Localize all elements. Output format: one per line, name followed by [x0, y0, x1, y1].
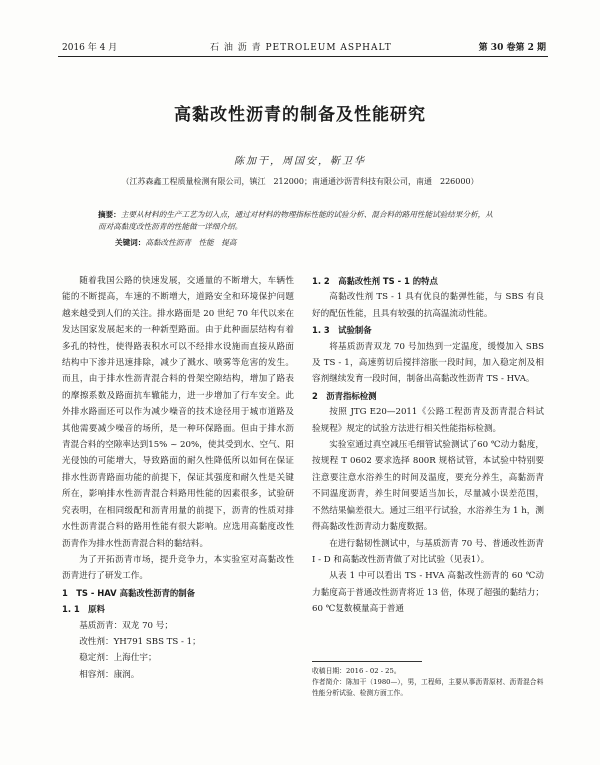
material-item: 改性剂：YH791 SBS TS - 1；: [79, 636, 201, 647]
purpose-paragraph: 为了开拓沥青市场，提升竞争力，本实验室对高黏改性沥青进行了研发工作。: [62, 554, 294, 582]
volume-issue: 第 30 卷第 2 期: [478, 43, 546, 53]
footnote-divider: [312, 661, 422, 662]
author-list: 陈加干，周国安，靳卫华: [234, 156, 366, 167]
body-paragraph: 从表 1 中可以看出 TS - HVA 高黏改性沥青的 60 ℃动力黏度高于普通改性沥青将近 13 倍，体现了超强的黏结力；60 ℃复数模量高于普通: [312, 571, 544, 615]
paper-title: 高黏改性沥青的制备及性能研究: [174, 105, 426, 125]
right-column: [312, 273, 544, 618]
body-paragraph: 将基质沥青双龙 70 号加热到一定温度，缓慢加入 SBS 及 TS - 1，高速剪切后搅拌溶胀一段时间，加入稳定剂及相容剂继续发育一段时间，制备出高黏改性沥青 TS - HVA。: [312, 341, 544, 385]
issue-date: 2016 年 4 月: [62, 43, 118, 53]
abstract-text: 主要从材料的生产工艺为切入点，通过对材料的物理指标性能的试验分析、混合料的路用性能试验结果分析，从而对高黏度改性沥青的性能做一详细介绍。: [98, 210, 493, 231]
section-heading-1: 1 TS - HAV 高黏改性沥青的制备: [62, 587, 195, 598]
affiliation: （江苏森鑫工程质量检测有限公司，镇江 212000；南通通沙沥青科技有限公司，南通 226000）: [121, 177, 479, 186]
section-heading-1-2: 1. 2 高黏改性剂 TS - 1 的特点: [312, 276, 438, 286]
material-item: 稳定剂：上海仕宇；: [79, 653, 157, 664]
journal-name: 石 油 沥 青 PETROLEUM ASPHALT: [210, 43, 392, 53]
material-item: 基质沥青：双龙 70 号；: [79, 620, 173, 631]
received-date: 收稿日期：2016 - 02 - 25。: [312, 667, 401, 675]
section-heading-1-3: 1. 3 试验制备: [312, 325, 372, 336]
body-paragraph: 实验室通过真空减压毛细管试验测试了60 ℃动力黏度，按规程 T 0602 要求选择 800R 规格试管，本试验中特别要注意要注意水浴养生的时间及温度，要充分养生，高黏沥青不同温度沥青，养生时间要适当加长，尽量减小误差范围，不然结果偏差很大。通过三组平行试验，水浴养生为 1 h，测得高黏改性沥青动力黏度数据。: [312, 440, 544, 533]
body-paragraph: 高黏改性剂 TS - 1 具有优良的黏弹性能，与 SBS 有良好的配伍性能，且具有较强的抗高温流动性能。: [312, 292, 544, 319]
footnote: [312, 666, 548, 699]
author-bio: 作者简介：陈加干（1980—），男，工程师，主要从事沥青原材、沥青混合料性能分析试验、检测方面工作。: [312, 678, 544, 697]
abstract-label: 摘要：: [98, 210, 121, 219]
header-divider: [58, 56, 548, 57]
material-item: 相容剂：康润。: [79, 669, 140, 680]
running-header: [62, 38, 546, 54]
body-paragraph: 按照 JTG E20—2011《公路工程沥青及沥青混合料试验规程》规定的试验方法进行相关性能指标检测。: [312, 407, 544, 434]
left-column: [62, 273, 294, 683]
keywords-text: 高黏改性沥青 性能 提高: [145, 238, 237, 247]
body-paragraph: 在进行黏韧性测试中，与基质沥青 70 号、普通改性沥青 I - D 和高黏改性沥青做了对比试验（见表1）。: [312, 538, 544, 565]
abstract: [98, 209, 498, 233]
section-heading-2: 2 沥青指标检测: [312, 390, 377, 401]
intro-paragraph: 随着我国公路的快速发展，交通量的不断增大，车辆性能的不断提高，车速的不断增大，道路安全和环境保护问题越来越受到人们的关注。排水路面是 20 世纪 70 年代以来在发达国家发展起来的一种新型路面。由于此种面层结构有着多孔的特性，使得路表积水可以不经排水设施而直接从路面结构中下渗并迅速排除，减少了溅水、喷雾等危害的发生。而且，由于排水性沥青混合料的骨架空隙结构，增加了路表的摩擦系数及路面抗车辙能力，进一步增加了行车安全。此外排水路面还可以作为减少噪音的技术途径用于城市道路及其他需要减少噪音的场所，是一种环保路面。但由于排水沥青混合料的空隙率达到15% ~ 20%，使其受到水、空气、阳光侵蚀的可能增大，导致路面的耐久性降低所以如何在保证排水性沥青路面功能的前提下，保证其强度和耐久性是关键所在，影响排水性沥青混合料路用性能的因素很多，试验研究表明，在相同级配和沥青用量的前提下，沥青的性质对排水性沥青混合料的路用性能有很大影响。应选用高黏度改性沥青作为排水性沥青混合料的黏结料。: [62, 276, 294, 549]
section-heading-1-1: 1. 1 原料: [62, 604, 105, 615]
keywords: [115, 237, 237, 248]
keywords-label: 关键词：: [115, 238, 146, 247]
